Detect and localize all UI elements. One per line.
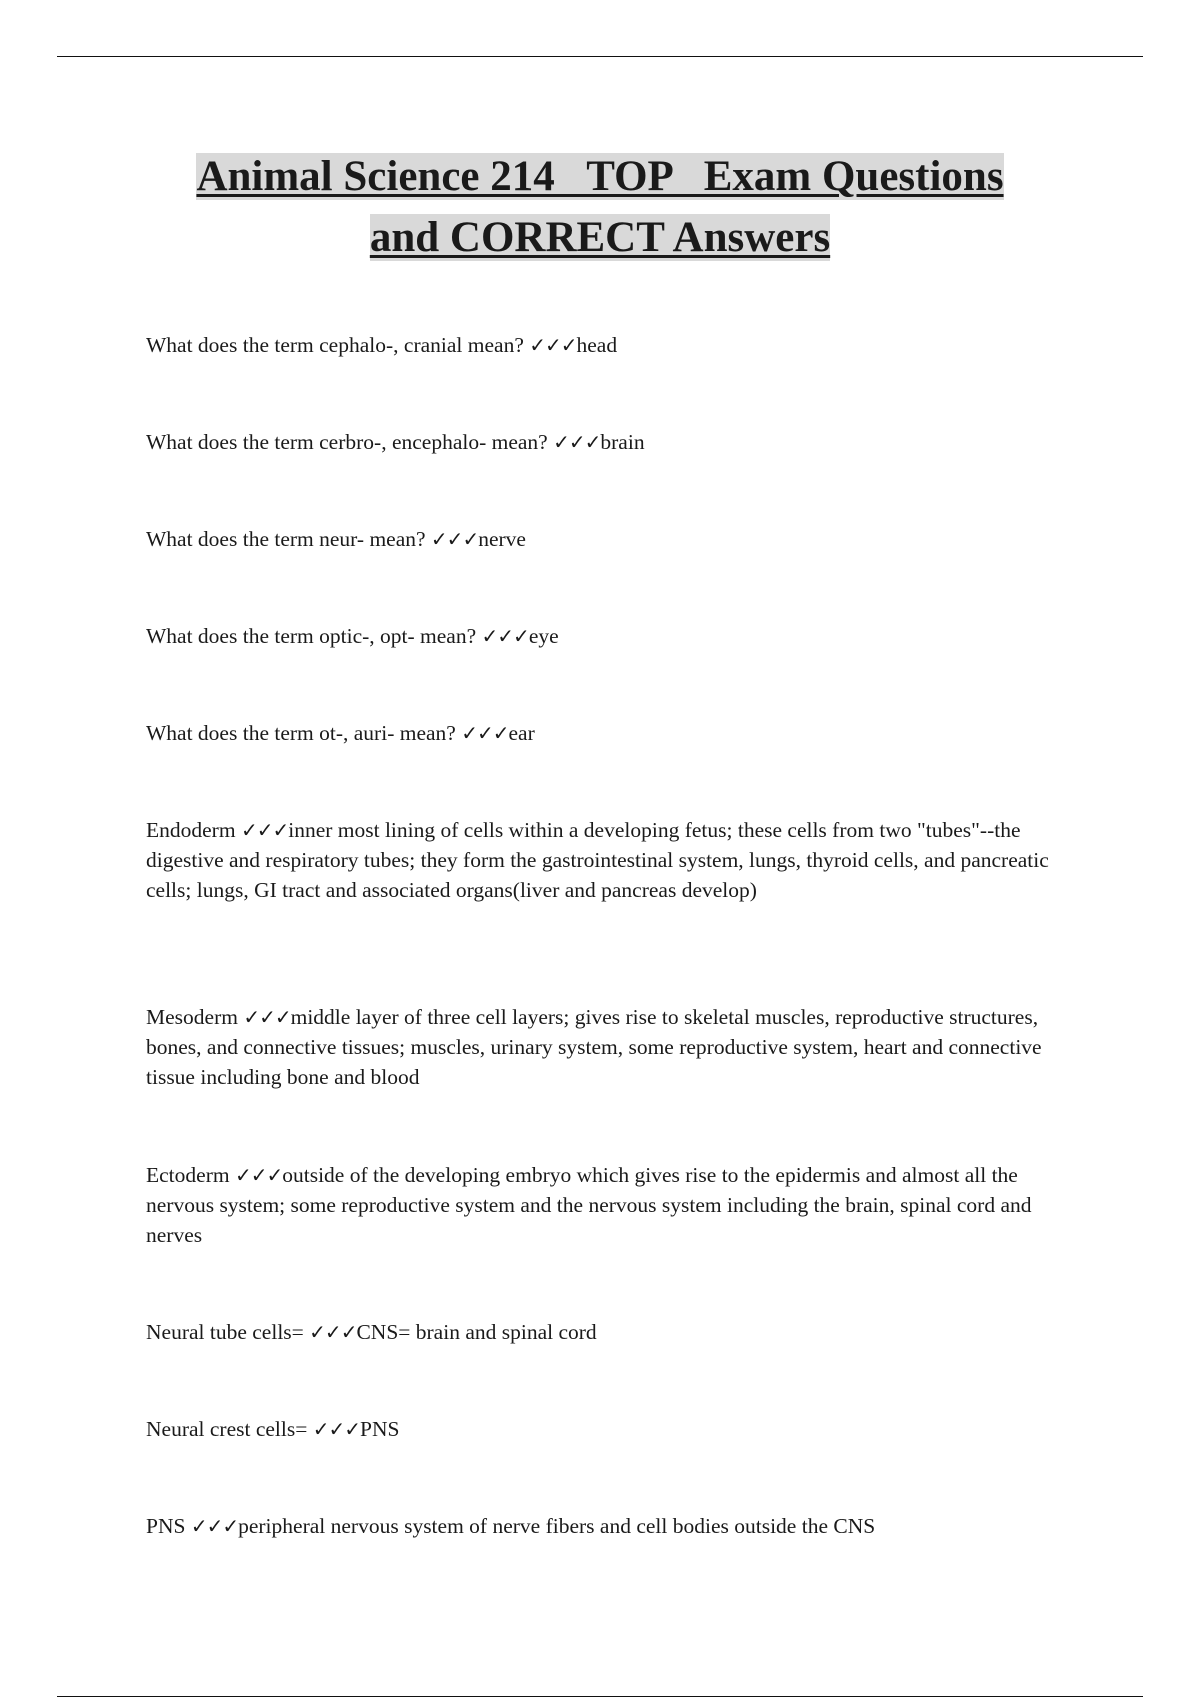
qa-item [146, 1002, 1066, 1092]
answer-text: middle layer of three cell layers; gives rise to skeletal muscles, reproductive structures, bones, and connective tissues; muscles, urinary system, some reproductive system, heart and connective tissue including bone and blood [146, 1005, 1042, 1089]
answer-text: peripheral nervous system of nerve fibers and cell bodies outside the CNS [238, 1514, 876, 1538]
title-line-1: Animal Science 214 TOP Exam Questions [196, 153, 1004, 200]
qa-item [146, 1160, 1066, 1250]
title-line-2: and CORRECT Answers [369, 214, 831, 261]
answer-text: eye [528, 624, 559, 648]
answer-text: ear [508, 721, 535, 745]
check-icon: ✓✓✓ [243, 1005, 291, 1029]
header-rule [57, 56, 1143, 57]
qa-item [146, 718, 1066, 748]
check-icon: ✓✓✓ [234, 1163, 283, 1187]
question-text: What does the term optic-, opt- mean? [146, 624, 482, 648]
question-text: Neural tube cells= [146, 1320, 310, 1344]
qa-item [146, 815, 1066, 905]
qa-item [146, 1317, 1066, 1347]
qa-item [146, 1414, 1066, 1444]
answer-text: nerve [478, 527, 526, 551]
qa-item [146, 524, 1066, 554]
answer-text: outside of the developing embryo which gives rise to the epidermis and almost all the nervous system; some reproductive system and the nervous system including the brain, spinal cord and nerves [146, 1163, 1032, 1247]
check-icon: ✓✓✓ [481, 624, 529, 648]
check-icon: ✓✓✓ [529, 333, 577, 357]
qa-item [146, 330, 1066, 360]
question-text: What does the term cerbro-, encephalo- mean? [146, 430, 554, 454]
question-text: What does the term ot-, auri- mean? [146, 721, 462, 745]
check-icon: ✓✓✓ [553, 430, 601, 454]
answer-text: PNS [360, 1417, 400, 1441]
question-text: PNS [146, 1514, 191, 1538]
check-icon: ✓✓✓ [309, 1320, 357, 1344]
qa-item [146, 1511, 1066, 1541]
check-icon: ✓✓✓ [312, 1417, 361, 1441]
qa-item [146, 621, 1066, 651]
check-icon: ✓✓✓ [190, 1514, 239, 1538]
question-text: Endoderm [146, 818, 241, 842]
question-text: Neural crest cells= [146, 1417, 313, 1441]
check-icon: ✓✓✓ [430, 527, 479, 551]
document-title [100, 146, 1100, 268]
question-text: Ectoderm [146, 1163, 235, 1187]
answer-text: brain [600, 430, 645, 454]
question-text: What does the term neur- mean? [146, 527, 431, 551]
answer-text: CNS= brain and spinal cord [356, 1320, 597, 1344]
check-icon: ✓✓✓ [240, 818, 289, 842]
check-icon: ✓✓✓ [461, 721, 509, 745]
qa-item [146, 427, 1066, 457]
question-text: What does the term cephalo-, cranial mean? [146, 333, 530, 357]
footer-rule [57, 1696, 1143, 1697]
answer-text: head [576, 333, 618, 357]
question-text: Mesoderm [146, 1005, 244, 1029]
answer-text: inner most lining of cells within a developing fetus; these cells from two "tubes"--the digestive and respiratory tubes; they form the gastrointestinal system, lungs, thyroid cells, and pancreatic cells; lungs, GI tract and associated organs(liver and pancreas develop) [146, 818, 1049, 902]
